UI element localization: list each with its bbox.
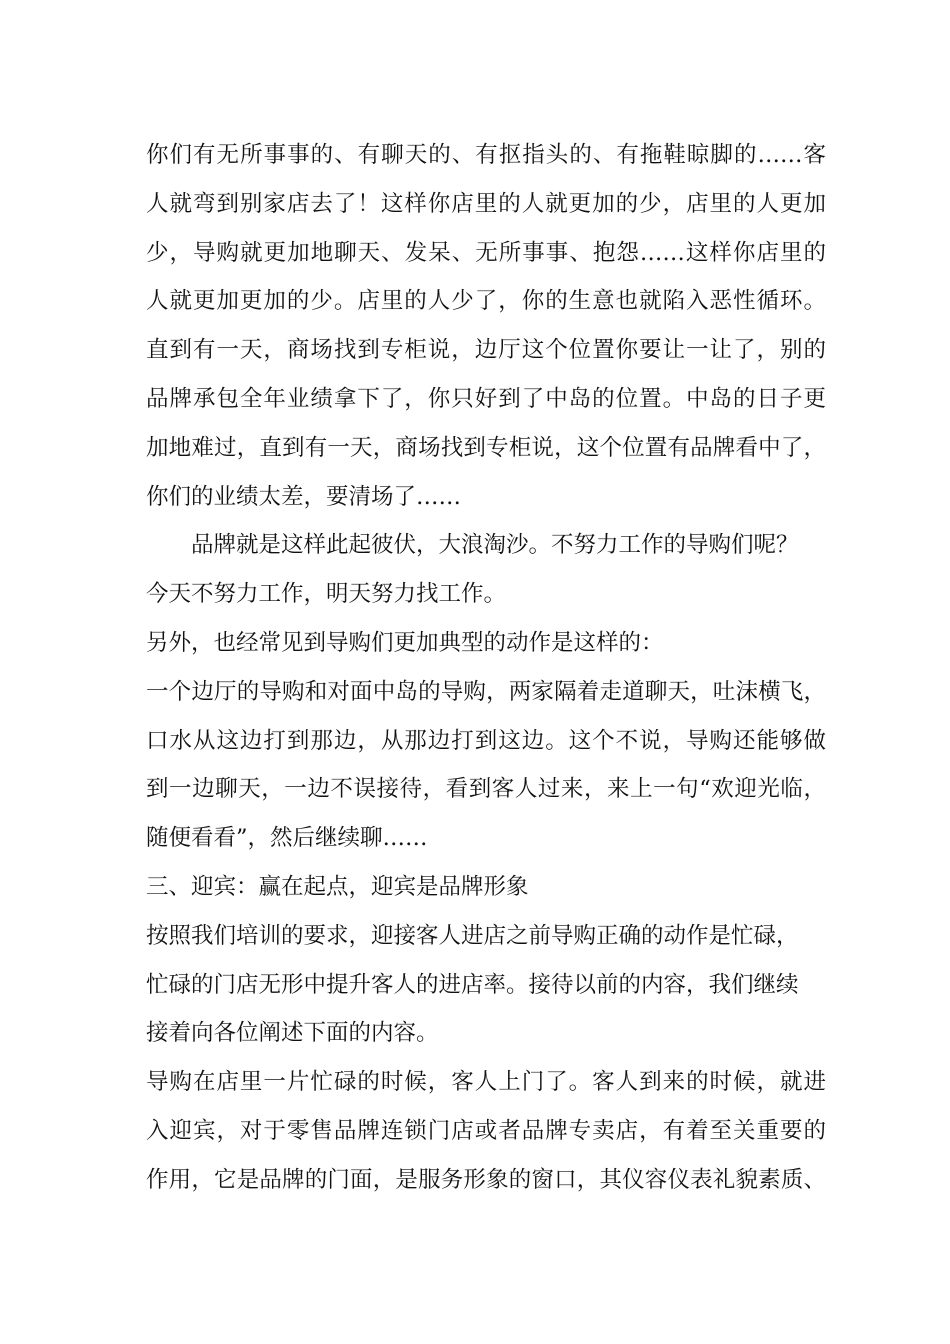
paragraph-line: 人就弯到别家店去了！这样你店里的人就更加的少，店里的人更加 (146, 190, 826, 217)
paragraph-line: 加地难过，直到有一天，商场找到专柜说，这个位置有品牌看中了， (146, 434, 826, 461)
paragraph-line: 按照我们培训的要求，迎接客人进店之前导购正确的动作是忙碌， (146, 922, 799, 949)
paragraph-line: 导购在店里一片忙碌的时候，客人上门了。客人到来的时候，就进 (146, 1069, 826, 1096)
paragraph-line: 另外，也经常见到导购们更加典型的动作是这样的： (146, 629, 664, 656)
paragraph-line: 你们的业绩太差，要清场了…… (146, 483, 462, 510)
paragraph-line: 少，导购就更加地聊天、发呆、无所事事、抱怨……这样你店里的 (146, 239, 826, 266)
body-text (146, 131, 826, 1205)
paragraph-line: 一个边厅的导购和对面中岛的导购，两家隔着走道聊天，吐沫横飞， (146, 678, 826, 705)
paragraph-line: 口水从这边打到那边，从那边打到这边。这个不说，导购还能够做 (146, 727, 826, 754)
paragraph-line: 今天不努力工作，明天努力找工作。 (146, 581, 507, 608)
paragraph-line: 入迎宾，对于零售品牌连锁门店或者品牌专卖店，有着至关重要的 (146, 1117, 826, 1144)
paragraph-line: 品牌就是这样此起彼伏，大浪淘沙。不努力工作的导购们呢？ (191, 532, 799, 559)
section-heading: 三、迎宾：赢在起点，迎宾是品牌形象 (146, 873, 529, 900)
paragraph-line: 忙碌的门店无形中提升客人的进店率。接待以前的内容，我们继续 (146, 971, 799, 998)
paragraph-line: 直到有一天，商场找到专柜说，边厅这个位置你要让一让了，别的 (146, 337, 826, 364)
paragraph-line: 到一边聊天，一边不误接待，看到客人过来，来上一句“欢迎光临， (146, 776, 826, 803)
paragraph-line: 品牌承包全年业绩拿下了，你只好到了中岛的位置。中岛的日子更 (146, 385, 826, 412)
paragraph-line: 人就更加更加的少。店里的人少了，你的生意也就陷入恶性循环。 (146, 288, 826, 315)
paragraph-line: 接着向各位阐述下面的内容。 (146, 1020, 439, 1047)
paragraph-line: 你们有无所事事的、有聊天的、有抠指头的、有拖鞋晾脚的……客 (146, 142, 826, 168)
paragraph-line: 随便看看”，然后继续聊…… (146, 825, 428, 852)
paragraph-line: 作用，它是品牌的门面，是服务形象的窗口，其仪容仪表礼貌素质、 (146, 1166, 826, 1193)
